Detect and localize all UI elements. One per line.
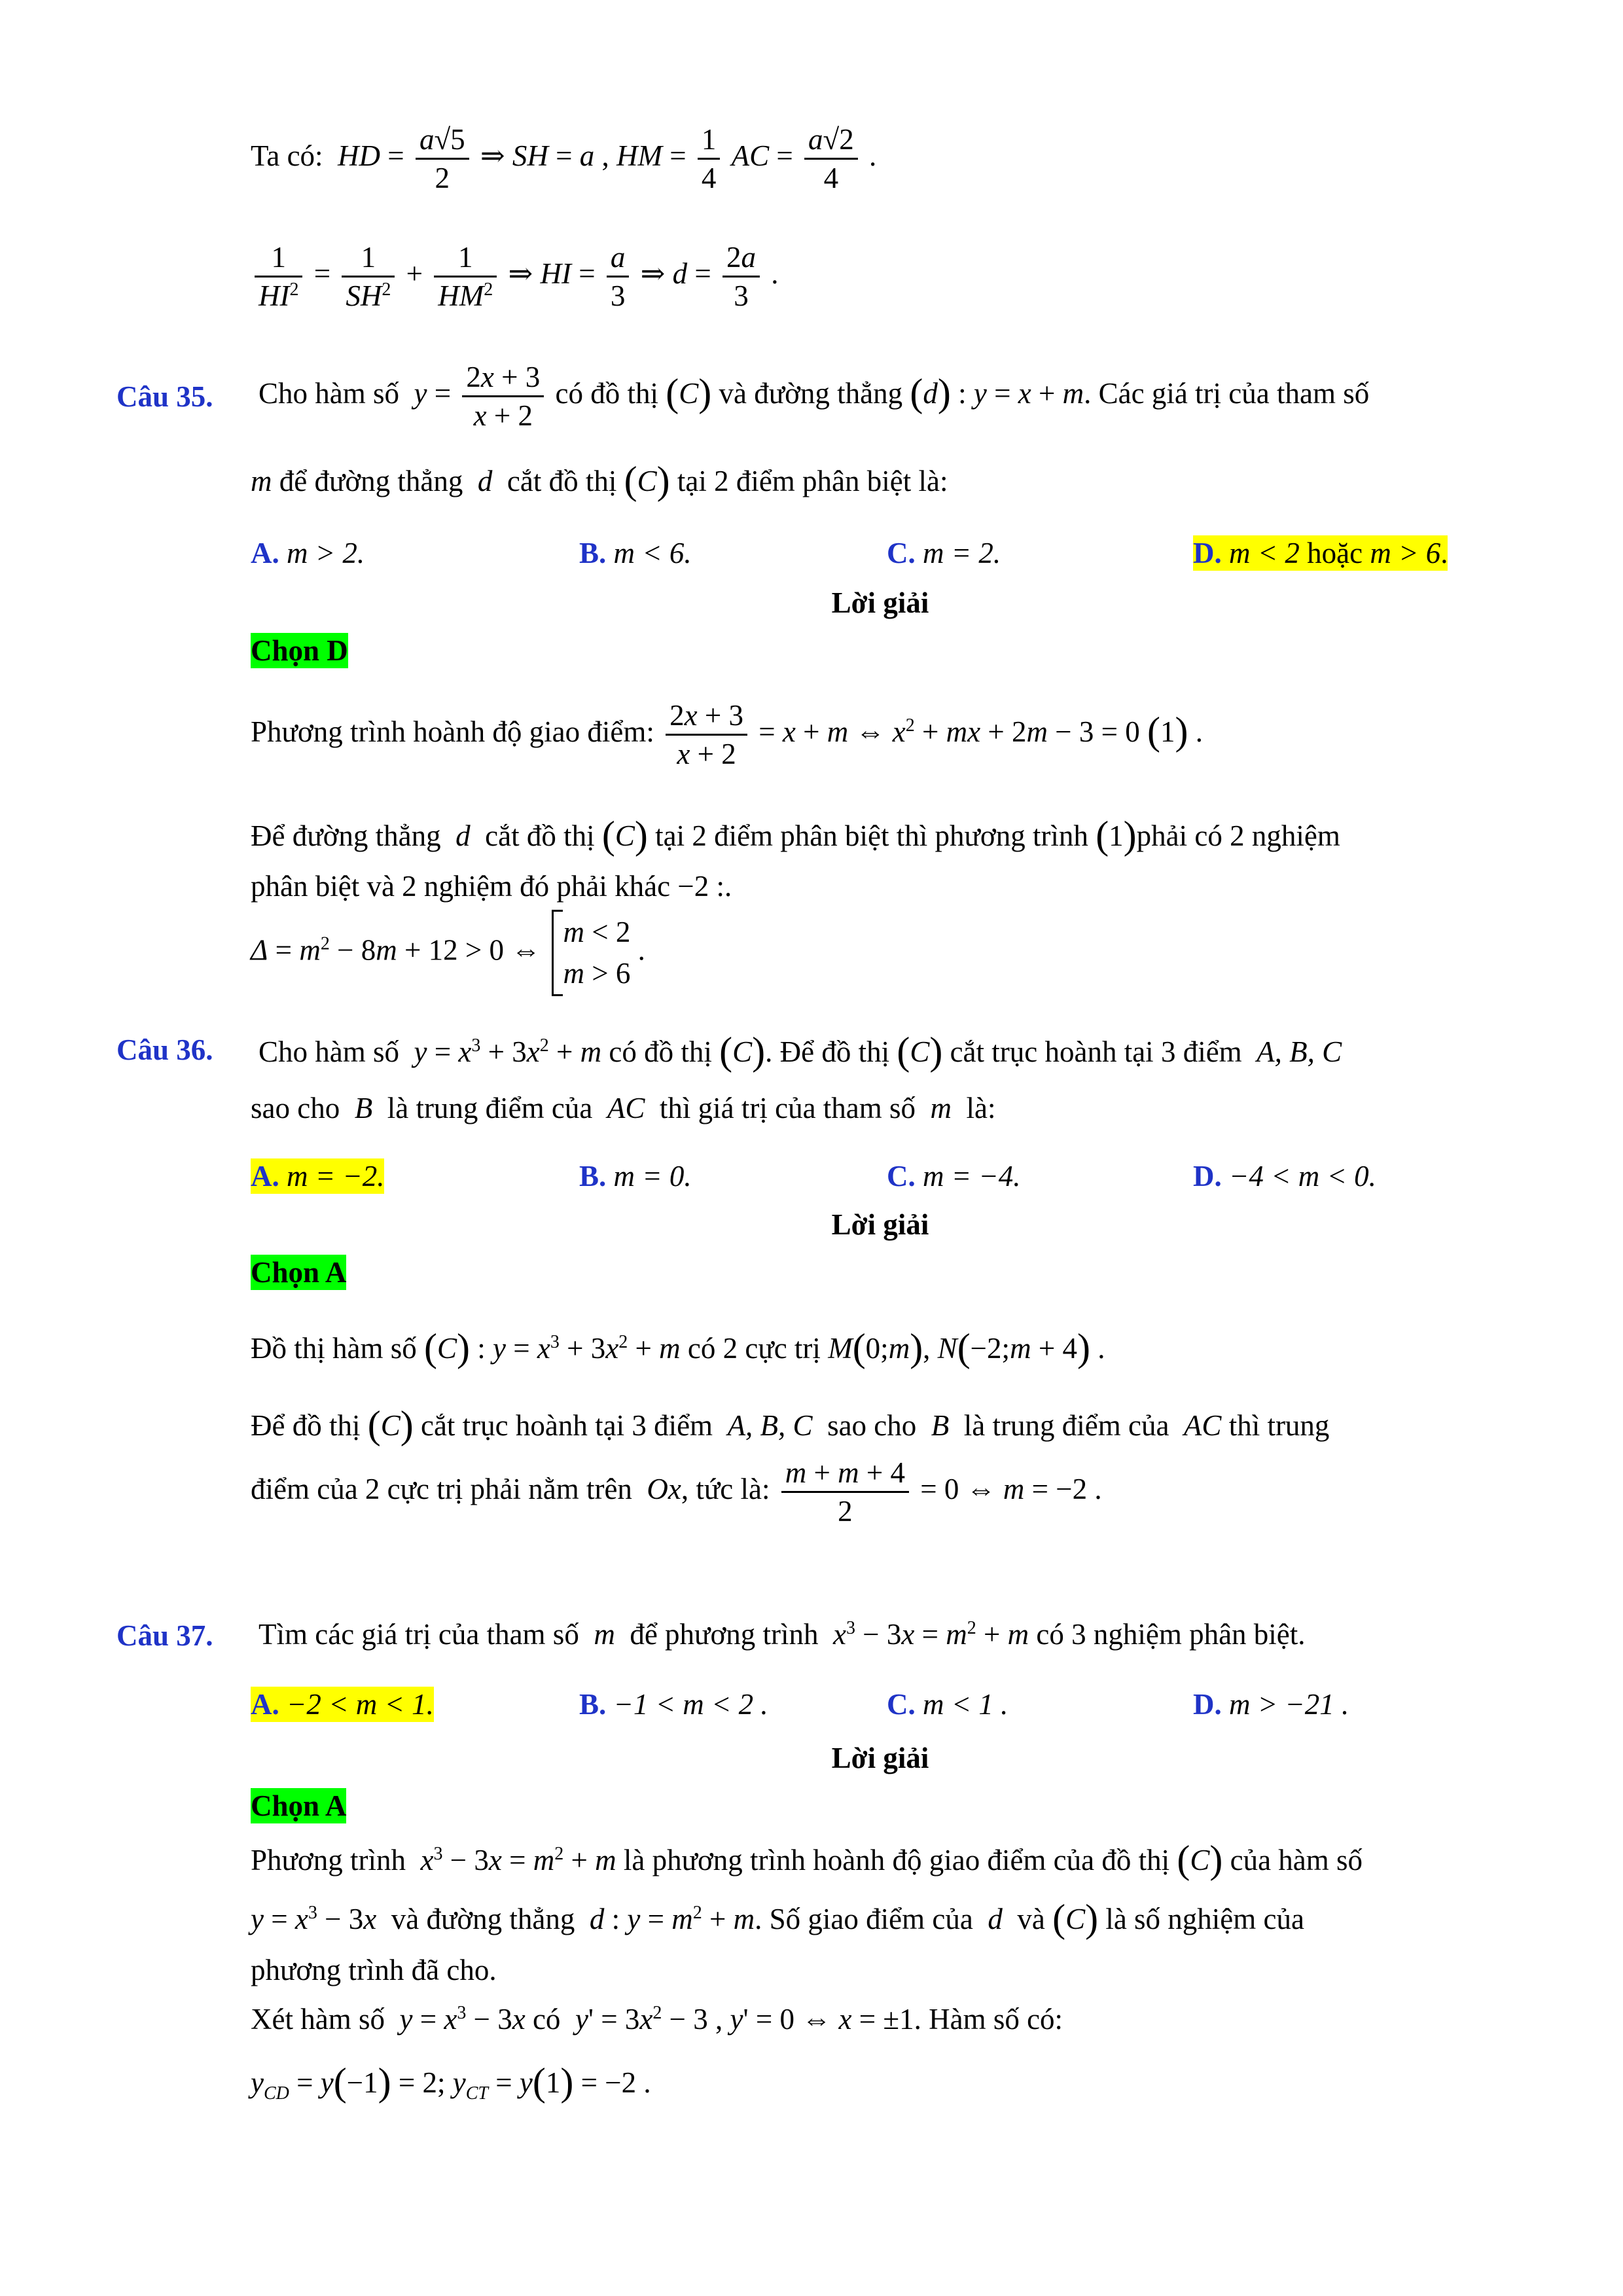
- question-36-label: Câu 36.: [116, 1033, 213, 1066]
- question-35-answer-badge: Chọn D: [251, 634, 348, 667]
- question-37-label: Câu 37.: [116, 1619, 213, 1652]
- question-37-line-1: Tìm các giá trị của tham số m để phương trình $x^3 - 3x = m^2 + m$ có 3 nghiệm phân biệt.: [259, 1618, 1306, 1651]
- question-36-option-a[interactable]: A. m = −2.: [251, 1160, 385, 1193]
- question-37-solution-heading: Lời giải: [831, 1742, 929, 1774]
- question-36-option-d[interactable]: D. −4 < m < 0.: [1193, 1160, 1376, 1193]
- question-37-option-d[interactable]: D. m > −21 .: [1193, 1688, 1349, 1721]
- question-35-label: Câu 35.: [116, 380, 213, 413]
- question-37-solution-line-1: Phương trình $x^3 - 3x = m^2 + m$ là phương trình hoành độ giao điểm của đồ thị (C) của hàm số: [251, 1838, 1363, 1881]
- question-37-option-a[interactable]: A. −2 < m < 1.: [251, 1688, 434, 1721]
- question-35-option-b[interactable]: B. m < 6.: [579, 537, 692, 569]
- top-line-2: $\frac{1}{HI^2}$ = $\frac{1}{SH^2}$ + $\frac{1}{HM^2}$ ⇒ HI = $\frac{a}{3}$ ⇒ d = $\frac{2a}{3}$ .: [251, 239, 778, 315]
- question-35-option-d[interactable]: D. m < 2 hoặc m > 6.: [1193, 537, 1448, 569]
- question-37-option-c[interactable]: C. m < 1 .: [887, 1688, 1008, 1721]
- question-35-solution-line-2: Để đường thẳng d cắt đồ thị (C) tại 2 điểm phân biệt thì phương trình (1)phải có 2 nghiệm: [251, 814, 1340, 857]
- question-36-solution-line-3: điểm của 2 cực trị phải nằm trên Ox, tức là: $\frac{m + m + 4}{2}$ = 0 ⇔ m = −2 .: [251, 1454, 1102, 1530]
- question-35-solution-heading: Lời giải: [831, 586, 929, 619]
- question-35-solution-line-1: Phương trình hoành độ giao điểm: $\frac{2x + 3}{x + 2}$ = x + m ⇔ $x^2$ + mx + 2m − 3 = 0 (1) .: [251, 697, 1203, 773]
- question-36-line-2: sao cho B là trung điểm của AC thì giá trị của tham số m là:: [251, 1092, 996, 1124]
- question-37-solution-line-3: phương trình đã cho.: [251, 1954, 497, 1986]
- question-36-option-c[interactable]: C. m = −4.: [887, 1160, 1021, 1193]
- question-35-option-a[interactable]: A. m > 2.: [251, 537, 365, 569]
- question-36-solution-heading: Lời giải: [831, 1208, 929, 1241]
- question-35-solution-line-3: phân biệt và 2 nghiệm đó phải khác −2 :.: [251, 870, 732, 903]
- question-36-answer-badge: Chọn A: [251, 1256, 347, 1289]
- top-line-1: Ta có: HD = $\frac{a√5}{2}$ ⇒ SH = a , HM = $\frac{1}{4}$ AC = $\frac{a√2}{4}$ .: [251, 121, 876, 197]
- question-35-line-2: m để đường thẳng d cắt đồ thị (C) tại 2 điểm phân biệt là:: [251, 459, 948, 502]
- question-36-solution-line-2: Để đồ thị (C) cắt trục hoành tại 3 điểm A, B, C sao cho B là trung điểm của AC thì trung: [251, 1403, 1330, 1446]
- question-36-option-b[interactable]: B. m = 0.: [579, 1160, 692, 1193]
- question-35-option-c[interactable]: C. m = 2.: [887, 537, 1001, 569]
- question-35-line-1: Cho hàm số y = $\frac{2x + 3}{x + 2}$ có đồ thị (C) và đường thẳng (d) : y = x + m. Các giá trị của tham số: [259, 359, 1369, 435]
- question-37-answer-badge: Chọn A: [251, 1789, 347, 1822]
- question-35-solution-line-4: $\Delta = m^2 - 8m + 12 > 0$ ⇔ m < 2 m > 6 .: [251, 910, 645, 996]
- fraction: $\frac{a√5}{2}$: [416, 121, 469, 197]
- question-36-solution-line-1: Đồ thị hàm số (C) : $y = x^3 + 3x^2 + m$ có 2 cực trị M(0;m), N(−2;m + 4) .: [251, 1326, 1105, 1369]
- question-37-solution-line-2: $y = x^3 - 3x$ và đường thẳng d : $y = m^2 + m$. Số giao điểm của d và (C) là số nghiệm của: [251, 1897, 1304, 1940]
- question-36-line-1: Cho hàm số $y = x^3 + 3x^2 + m$ có đồ thị (C). Để đồ thị (C) cắt trục hoành tại 3 điểm A, B, C: [259, 1030, 1342, 1073]
- question-37-option-b[interactable]: B. −1 < m < 2 .: [579, 1688, 768, 1721]
- question-37-solution-line-5: $y_{CD} = y(-1) = 2$; $y_{CT} = y(1) = -2$ .: [251, 2060, 651, 2104]
- question-37-solution-line-4: Xét hàm số $y = x^3 - 3x$ có $y' = 3x^2 - 3$ , y' = 0 ⇔ x = ±1. Hàm số có:: [251, 2003, 1063, 2036]
